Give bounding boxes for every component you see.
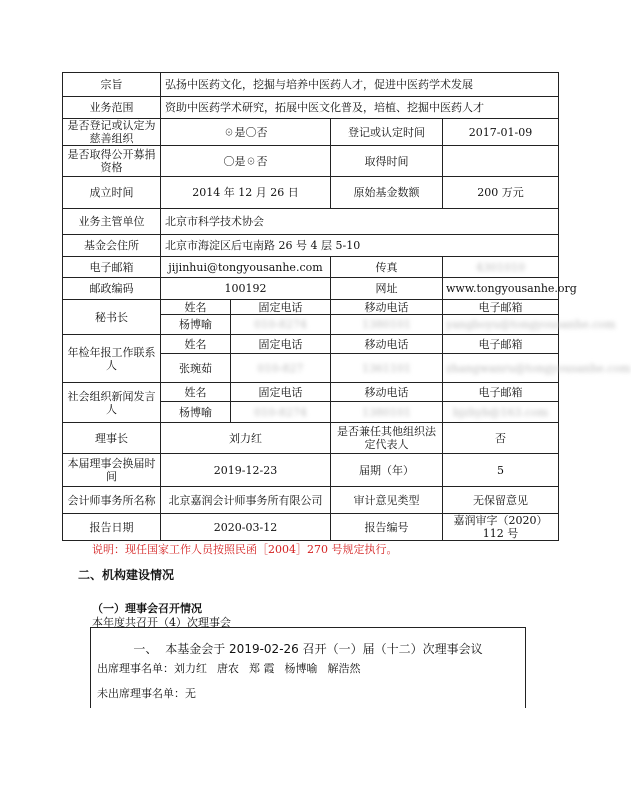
fund-value: 200 万元: [443, 177, 559, 209]
attend-label: 出席理事名单：: [97, 662, 174, 675]
scope-label: 业务范围: [63, 97, 161, 119]
audit-type-value: 无保留意见: [443, 487, 559, 514]
audit-type-label: 审计意见类型: [331, 487, 443, 514]
note-text: 说明：现任国家工作人员按照民函［2004］270 号规定执行。: [92, 543, 398, 556]
audit-firm-label: 会计师事务所名称: [63, 487, 161, 514]
spokesperson-col-name: 姓名: [161, 383, 231, 402]
contact-col-email: 电子邮箱: [443, 335, 559, 354]
founded-value: 2014 年 12 月 26 日: [161, 177, 331, 209]
contact-mobile-cell: [331, 354, 443, 383]
secretary-label: 秘书长: [63, 300, 161, 335]
fundraise-value: 〇是☉否: [161, 146, 331, 177]
website-label: 网址: [331, 278, 443, 300]
fax-value-text: 4301010: [476, 260, 525, 274]
absent-label: 未出席理事名单：: [97, 687, 185, 700]
chair-label: 理事长: [63, 423, 161, 454]
contact-phone-cell: [231, 354, 331, 383]
purpose-label: 宗旨: [63, 73, 161, 97]
secretary-phone-cell: [231, 315, 331, 335]
attend-line: [97, 660, 371, 676]
contact-col-phone: 固定电话: [231, 335, 331, 354]
meeting-box: [90, 627, 526, 708]
fundraise-date-value: [443, 146, 559, 177]
report-no-label: 报告编号: [331, 514, 443, 541]
spokesperson-col-email: 电子邮箱: [443, 383, 559, 402]
postcode-label: 邮政编码: [63, 278, 161, 300]
meeting-number: 一、: [133, 642, 158, 656]
col-phone-header: 固定电话: [231, 300, 331, 315]
spokesperson-col-mobile: 移动电话: [331, 383, 443, 402]
audit-firm-value: 北京嘉润会计师事务所有限公司: [161, 487, 331, 514]
absent-line: [97, 685, 196, 701]
spokesperson-name: 杨博喻: [161, 402, 231, 423]
subsection1-title: （一）理事会召开情况: [92, 602, 202, 615]
fund-label: 原始基金数额: [331, 177, 443, 209]
contact-col-name: 姓名: [161, 335, 231, 354]
contact-mobile: 1361101: [362, 361, 411, 375]
purpose-value: 弘扬中医药文化，挖掘与培养中医药人才，促进中医药学术发展: [161, 73, 559, 97]
attendee-name: 杨博喻: [284, 662, 318, 675]
secretary-name: 杨博喻: [161, 315, 231, 335]
email-value: jijinhui@tongyousanhe.com: [161, 257, 331, 278]
meeting-title: 本基金会于 2019-02-26 召开（一）届（十二）次理事会议: [165, 642, 483, 656]
foundation-info-table: [62, 72, 631, 541]
spokesperson-mobile-cell: [331, 402, 443, 423]
secretary-phone: 010-8274: [254, 318, 307, 331]
chair-value: 刘力红: [161, 423, 331, 454]
secretary-email-cell: [443, 315, 616, 335]
contact-email: zhangwanru@tongyousanhe.com: [446, 361, 631, 375]
secretary-mobile-cell: [331, 315, 443, 335]
contact-name: 张琬茹: [161, 354, 231, 383]
secretary-mobile: 1380101: [362, 318, 411, 331]
secretary-email: yangboyu@tongyousanhe.com: [446, 318, 616, 331]
spokesperson-mobile: 1380101: [362, 405, 411, 419]
legal-rep-value: 否: [443, 423, 559, 454]
founded-label: 成立时间: [63, 177, 161, 209]
session-label: 届期（年）: [331, 454, 443, 487]
scope-value: 资助中医药学术研究，拓展中医文化普及，培植、挖掘中医药人才: [161, 97, 559, 119]
spokesperson-phone-cell: [231, 402, 331, 423]
address-label: 基金会住所: [63, 235, 161, 257]
supervisor-label: 业务主管单位: [63, 209, 161, 235]
report-date-label: 报告日期: [63, 514, 161, 541]
supervisor-value: 北京市科学技术协会: [161, 209, 559, 235]
charity-label: 是否登记或认定为慈善组织: [63, 119, 161, 146]
section2-title: 二、机构建设情况: [78, 568, 175, 582]
session-value: 5: [443, 454, 559, 487]
legal-rep-label: 是否兼任其他组织法定代表人: [331, 423, 443, 454]
col-email-header: 电子邮箱: [443, 300, 559, 315]
col-name-header: 姓名: [161, 300, 231, 315]
contact-email-cell: [443, 354, 631, 383]
attend-names: [174, 662, 371, 675]
col-mobile-header: 移动电话: [331, 300, 443, 315]
fax-value: [443, 257, 559, 278]
charity-value: ☉是〇否: [161, 119, 331, 146]
attendee-name: 唐农: [217, 662, 239, 675]
contact-col-mobile: 移动电话: [331, 335, 443, 354]
contact-phone: 010-827: [257, 361, 304, 375]
address-value: 北京市海淀区后屯南路 26 号 4 层 5-10: [161, 235, 559, 257]
spokesperson-label: 社会组织新闻发言人: [63, 383, 161, 423]
fax-label: 传真: [331, 257, 443, 278]
term-label: 本届理事会换届时间: [63, 454, 161, 487]
spokesperson-col-phone: 固定电话: [231, 383, 331, 402]
charity-date-value: 2017-01-09: [443, 119, 559, 146]
contact-label: 年检年报工作联系人: [63, 335, 161, 383]
report-no-value: 嘉润审字（2020）112 号: [443, 514, 559, 541]
subsection1-desc: 本年度共召开（4）次理事会: [92, 616, 231, 629]
attendee-name: 解浩然: [327, 662, 361, 675]
charity-date-label: 登记或认定时间: [331, 119, 443, 146]
report-date-value: 2020-03-12: [161, 514, 331, 541]
postcode-value: 100192: [161, 278, 331, 300]
fundraise-label: 是否取得公开募捐资格: [63, 146, 161, 177]
spokesperson-email: bjzhyb@163.com: [452, 405, 549, 419]
fundraise-date-label: 取得时间: [331, 146, 443, 177]
attendee-name: 郑 霞: [249, 662, 275, 675]
website-value: www.tongyousanhe.org: [443, 278, 559, 300]
term-value: 2019-12-23: [161, 454, 331, 487]
email-label: 电子邮箱: [63, 257, 161, 278]
absent-value: 无: [185, 687, 196, 700]
spokesperson-phone: 010-8274: [254, 405, 307, 419]
meeting-title-line: [91, 640, 525, 657]
attendee-name: 刘力红: [174, 662, 207, 675]
spokesperson-email-cell: [443, 402, 559, 423]
